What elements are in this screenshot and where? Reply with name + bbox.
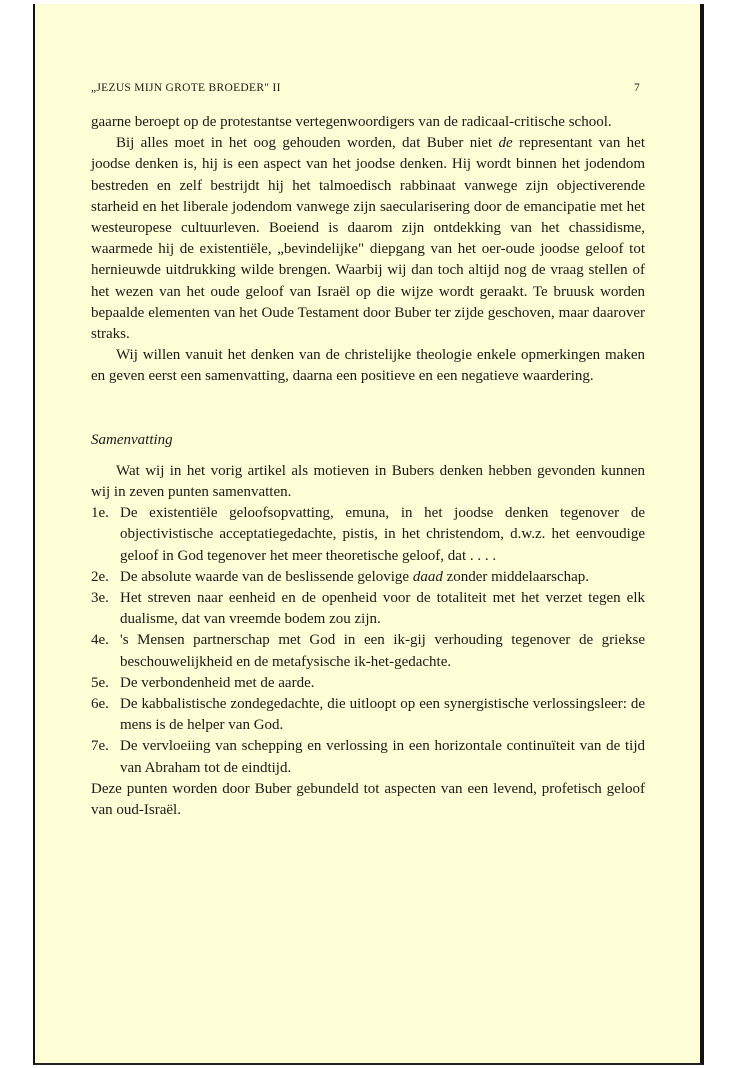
paragraph-2-emphasis: de [498, 135, 513, 152]
list-item-number: 6e. [91, 696, 109, 713]
list-item [91, 694, 645, 736]
section-heading: Samenvatting [91, 431, 173, 448]
list-item-text: De existentiële geloofsopvatting, emuna, in het joodse denken tegenover de objectivistische acceptatiegedachte, pistis, in het christendom, d.w.z. het eenvoudige geloof in God tegenover het meer theoretische geloof, dat . . . . [120, 505, 645, 564]
list-item-text: 's Mensen partnerschap met God in een ik-gij verhouding tegenover de griekse beschouwelijkheid en de metafysische ik-het-gedachte. [120, 632, 645, 670]
list-item-number: 3e. [91, 590, 109, 607]
list-item-number: 4e. [91, 632, 109, 649]
list-item-number: 2e. [91, 568, 109, 585]
list-item-number: 7e. [91, 738, 109, 755]
paragraph-3: Wij willen vanuit het denken van de christelijke theologie enkele opmerkingen maken en geven eerst een samenvatting, daarna een positieve en een negatieve waardering. [91, 347, 645, 385]
paragraph-2 [91, 133, 645, 345]
list-item-text: De vervloeiing van schepping en verlossing in een horizontale continuïteit van de tijd van Abraham tot de eindtijd. [120, 738, 645, 776]
paragraph-4: Wat wij in het vorig artikel als motieven in Bubers denken hebben gevonden kunnen wij in zeven punten samenvatten. [91, 462, 645, 501]
list-item [91, 567, 645, 588]
list-item-text-rest: zonder middelaarschap. [442, 568, 590, 585]
list-item-text: De verbondenheid met de aarde. [120, 674, 315, 691]
list-item-text: De kabbalistische zondegedachte, die uitloopt op een synergistische verlossingsleer: de mens is de helper van God. [120, 696, 645, 734]
book-page [33, 4, 704, 1065]
list-item-emphasis: daad [412, 568, 443, 585]
list-item [91, 673, 645, 694]
paragraph-1: gaarne beroept op de protestantse vertegenwoordigers van de radicaal-critische school. [91, 114, 612, 130]
paragraph-2-start: Bij alles moet in het oog gehouden worden, dat Buber niet [116, 135, 499, 152]
list-item-text: De absolute waarde van de beslissende gelovige [120, 568, 413, 585]
paragraph-5: Deze punten worden door Buber gebundeld tot aspecten van een levend, profetisch geloof van oud-Israël. [91, 780, 645, 819]
list-item-text: Het streven naar eenheid en de openheid voor de totaliteit met het verzet tegen elk dualisme, dat van vreemde bodem zou zijn. [120, 590, 645, 628]
page-number: 7 [633, 82, 640, 94]
running-header [91, 82, 640, 100]
list-item-number: 1e. [91, 505, 109, 522]
list-item-number: 5e. [91, 674, 109, 691]
list-item [91, 630, 645, 672]
summary-list [91, 503, 645, 779]
body-text [91, 112, 645, 821]
list-item [91, 736, 645, 778]
running-title: „JEZUS MIJN GROTE BROEDER" II [91, 82, 281, 94]
paragraph-2-rest: representant van het joodse denken is, hij is een aspect van het joodse denken. Hij wordt binnen het jodendom bestreden en zelf bestrijdt hij het talmoedisch rabbinaat vanwege zijn objectiverende starheid en het liberale jodendom vanwege zijn saecularisering door de emancipatie met het westeuropese cultuurleven. Boeiend is daarom zijn ontdekking van het chassidisme, waarmede hij de existentiële, „bevindelijke" diepgang van het oer-oude joodse geloof tot hernieuwde uitdrukking wilde brengen. Waarbij wij dan toch altijd nog de vraag stellen of het wezen van het oude geloof van Israël op die wijze wordt geraakt. Te bruusk worden bepaalde elementen van het Oude Testament door Buber ter zijde geschoven, maar daarover straks. [91, 135, 646, 343]
list-item [91, 503, 645, 567]
list-item [91, 588, 645, 630]
